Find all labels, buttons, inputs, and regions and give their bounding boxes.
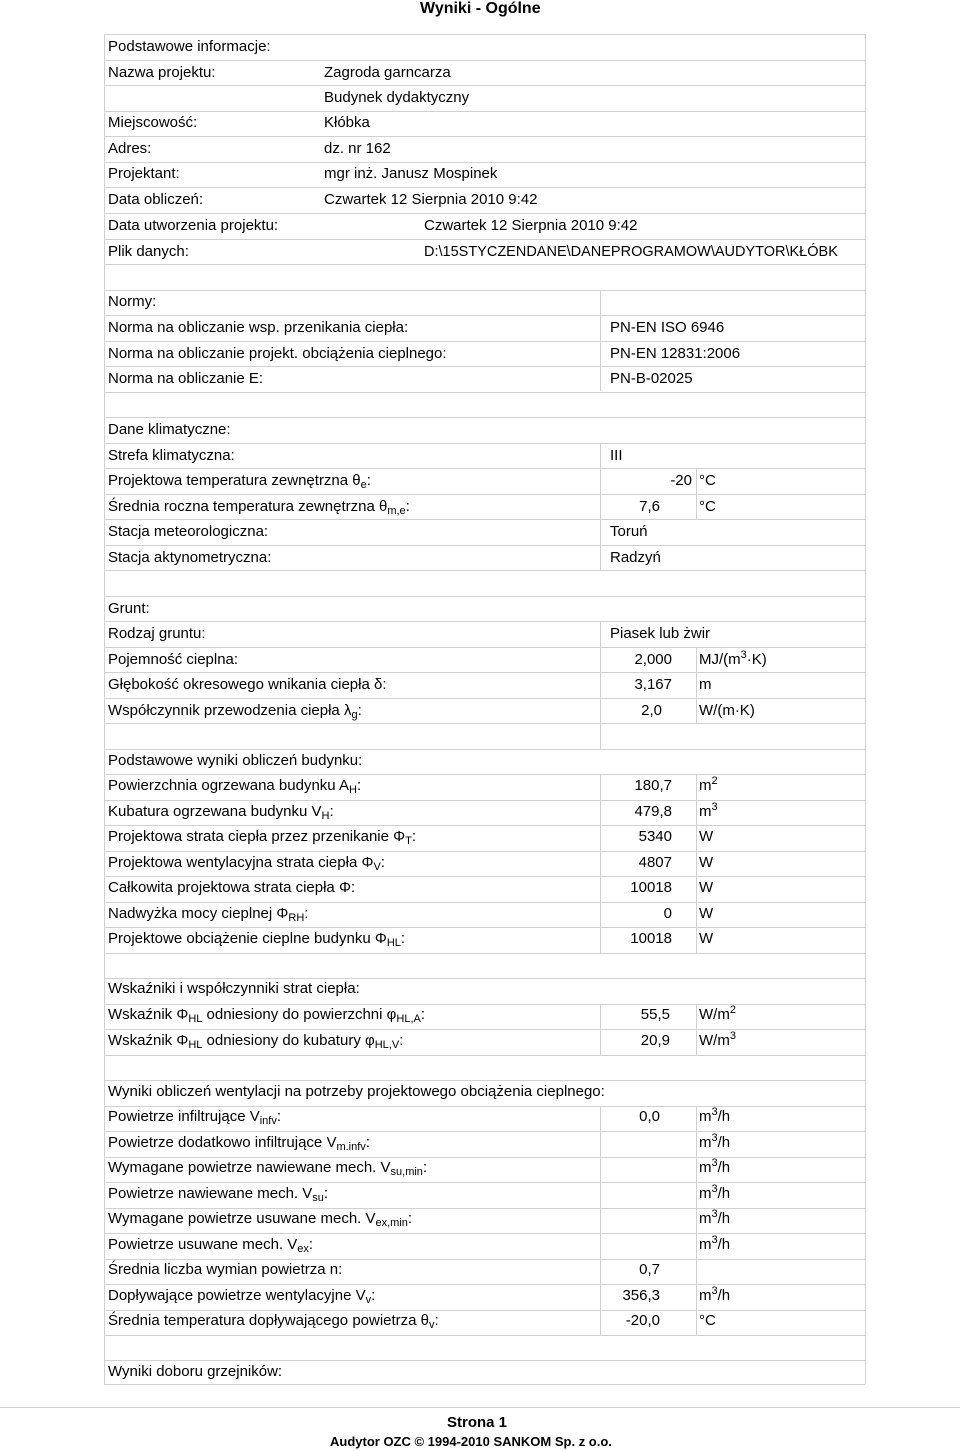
row-divider (104, 136, 865, 137)
ventilation-label: Średnia temperatura dopływającego powietrza $\theta_v$: (108, 1312, 439, 1331)
column-divider (696, 1106, 697, 1335)
result-unit: $m^3$ (699, 801, 718, 820)
row-divider (104, 239, 865, 240)
project-name-line2: Budynek dydaktyczny (324, 89, 470, 106)
data-file-value: D:\15STYCZENDANE\DANEPROGRAMOW\AUDYTOR\KŁÓBK (424, 244, 838, 260)
row-divider (104, 366, 865, 367)
row-divider (104, 1208, 865, 1209)
result-label: Kubatura ogrzewana budynku $V_H$: (108, 803, 334, 822)
row-divider (104, 417, 865, 418)
basic-section-title: Podstawowe informacje: (108, 38, 271, 55)
column-divider (696, 774, 697, 953)
ventilation-unit: $m^3/h$ (699, 1234, 731, 1253)
results-section-title: Podstawowe wyniki obliczeń budynku: (108, 752, 363, 769)
ground-type-value: Piasek lub żwir (610, 625, 711, 642)
row-divider (104, 1335, 865, 1336)
row-divider (104, 1029, 865, 1030)
result-label: Projektowa strata ciepła przez przenikanie $\Phi_T$: (108, 828, 417, 847)
row-divider (104, 749, 865, 750)
column-divider (696, 1004, 697, 1055)
indicator-label: Wskaźnik $\Phi_{HL}$ odniesiony do powierzchni $\varphi_{HL,A}$: (108, 1006, 426, 1025)
row-divider (104, 1233, 865, 1234)
row-divider (104, 162, 865, 163)
row-divider (104, 851, 865, 852)
address-label: Adres: (108, 140, 152, 157)
row-divider (104, 876, 865, 877)
result-value: 479,8 (634, 803, 672, 820)
norm-value: PN-B-02025 (610, 370, 693, 387)
row-divider (104, 1182, 865, 1183)
heat-capacity-unit: $MJ/(m^3\cdot K)$ (699, 649, 767, 668)
actino-station-value: Radzyń (610, 549, 661, 566)
row-divider (104, 978, 865, 979)
row-divider (104, 85, 865, 86)
norm-value: PN-EN 12831:2006 (610, 345, 741, 362)
designer-label: Projektant: (108, 165, 180, 182)
ventilation-label: Powietrze usuwane mech. $V_{ex}$: (108, 1236, 314, 1255)
ventilation-label: Powietrze nawiewane mech. $V_{su}$: (108, 1185, 329, 1204)
row-divider (104, 1131, 865, 1132)
penetration-depth-label: Głębokość okresowego wnikania ciepła δ: (108, 676, 387, 693)
row-divider (104, 774, 865, 775)
result-label: Powierzchnia ogrzewana budynku $A_H$: (108, 777, 362, 796)
result-label: Całkowita projektowa strata ciepła Φ: (108, 879, 356, 896)
result-value: 10018 (630, 879, 672, 896)
row-divider (104, 723, 865, 724)
row-divider (104, 111, 865, 112)
result-value: 5340 (638, 828, 672, 845)
norm-label: Norma na obliczanie projekt. obciążenia cieplnego: (108, 345, 447, 362)
created-date-value: Czwartek 12 Sierpnia 2010 9:42 (424, 217, 638, 234)
row-divider (104, 494, 865, 495)
row-divider (104, 1360, 865, 1361)
conductivity-label: Współczynnik przewodzenia ciepła $\lambda_g$: (108, 702, 362, 721)
row-divider (104, 341, 865, 342)
conductivity-unit: W/(m·K) (699, 702, 755, 719)
ventilation-unit: $m^3/h$ (699, 1157, 731, 1176)
meteo-station-label: Stacja meteorologiczna: (108, 523, 269, 540)
project-name-line1: Zagroda garncarza (324, 64, 451, 81)
ventilation-value: 0,0 (639, 1108, 660, 1125)
indicator-value: 55,5 (640, 1006, 670, 1023)
ventilation-unit: $m^3/h$ (699, 1285, 731, 1304)
row-divider (104, 1055, 865, 1056)
result-value: 10018 (630, 930, 672, 947)
row-divider (104, 902, 865, 903)
climate-section-title: Dane klimatyczne: (108, 421, 231, 438)
result-value: 0 (663, 905, 672, 922)
row-divider (104, 621, 865, 622)
row-divider (104, 596, 865, 597)
ventilation-section-title: Wyniki obliczeń wentylacji na potrzeby projektowego obciążenia cieplnego: (108, 1083, 605, 1100)
ground-type-label: Rodzaj gruntu: (108, 625, 206, 642)
indicator-value: 20,9 (640, 1032, 670, 1049)
row-divider (104, 60, 865, 61)
designer-value: mgr inż. Janusz Mospinek (324, 165, 498, 182)
row-divider (104, 672, 865, 673)
row-divider (104, 825, 865, 826)
norm-value: PN-EN ISO 6946 (610, 319, 725, 336)
result-label: Projektowe obciążenie cieplne budynku $\Phi_{HL}$: (108, 930, 406, 949)
ventilation-label: Średnia liczba wymian powietrza n: (108, 1261, 343, 1278)
result-unit: W (699, 828, 714, 845)
row-divider (104, 1284, 865, 1285)
column-divider (600, 290, 601, 391)
ventilation-unit: $m^3/h$ (699, 1208, 731, 1227)
row-divider (104, 545, 865, 546)
result-value: 4807 (638, 854, 672, 871)
penetration-depth-value: 3,167 (634, 676, 672, 693)
climate-zone-label: Strefa klimatyczna: (108, 447, 235, 464)
mean-temp-label: Średnia roczna temperatura zewnętrzna $\theta_{m,e}$: (108, 498, 410, 517)
result-unit: $m^2$ (699, 775, 718, 794)
result-unit: W (699, 930, 714, 947)
row-divider (104, 1106, 865, 1107)
row-divider (104, 1259, 865, 1260)
heat-capacity-label: Pojemność cieplna: (108, 651, 239, 668)
ventilation-unit: $m^3/h$ (699, 1106, 731, 1125)
row-divider (104, 698, 865, 699)
ventilation-unit: $m^3/h$ (699, 1183, 731, 1202)
row-divider (104, 1157, 865, 1158)
row-divider (104, 1310, 865, 1311)
row-divider (104, 927, 865, 928)
result-value: 180,7 (634, 777, 672, 794)
calc-date-label: Data obliczeń: (108, 191, 204, 208)
heat-capacity-value: 2,000 (634, 651, 672, 668)
calc-date-value: Czwartek 12 Sierpnia 2010 9:42 (324, 191, 538, 208)
indicator-unit: $W/m^3$ (699, 1030, 736, 1049)
row-divider (104, 468, 865, 469)
row-divider (104, 647, 865, 648)
row-divider (104, 519, 865, 520)
conductivity-value: 2,0 (641, 702, 662, 719)
norms-section-title: Normy: (108, 293, 157, 310)
row-divider (104, 1080, 865, 1081)
climate-zone-value: III (610, 447, 623, 464)
design-temp-label: Projektowa temperatura zewnętrzna $\theta_e$: (108, 472, 371, 491)
row-divider (104, 800, 865, 801)
ventilation-value: -20,0 (625, 1312, 660, 1329)
result-label: Nadwyżka mocy cieplnej $\Phi_{RH}$: (108, 905, 309, 924)
ventilation-label: Wymagane powietrze nawiewane mech. $V_{su,min}$: (108, 1159, 428, 1178)
footer-page-number: Strona 1 (447, 1414, 508, 1431)
indicator-label: Wskaźnik $\Phi_{HL}$ odniesiony do kubatury $\varphi_{HL,V}$: (108, 1032, 404, 1051)
footer-copyright: Audytor OZC © 1994-2010 SANKOM Sp. z o.o. (330, 1434, 612, 1449)
indicator-unit: $W/m^2$ (699, 1004, 736, 1023)
row-divider (104, 264, 865, 265)
project-name-label: Nazwa projektu: (108, 64, 216, 81)
ventilation-label: Dopływające powietrze wentylacyjne $V_v$: (108, 1287, 376, 1306)
locality-value: Kłóbka (324, 114, 370, 131)
norm-label: Norma na obliczanie E: (108, 370, 264, 387)
indicators-section-title: Wskaźniki i współczynniki strat ciepła: (108, 980, 360, 997)
result-unit: W (699, 879, 714, 896)
actino-station-label: Stacja aktynometryczna: (108, 549, 272, 566)
column-divider (696, 468, 697, 519)
row-divider (104, 953, 865, 954)
address-value: dz. nr 162 (324, 140, 391, 157)
column-divider (696, 647, 697, 723)
row-divider (104, 315, 865, 316)
result-label: Projektowa wentylacyjna strata ciepła $\Phi_V$: (108, 854, 385, 873)
result-unit: W (699, 854, 714, 871)
ventilation-value: 356,3 (622, 1287, 660, 1304)
result-unit: W (699, 905, 714, 922)
page-header-title: Wyniki - Ogólne (420, 0, 541, 17)
mean-temp-unit: °C (699, 498, 716, 515)
locality-label: Miejscowość: (108, 114, 198, 131)
row-divider (104, 290, 865, 291)
ventilation-unit: °C (699, 1312, 716, 1329)
design-temp-unit: °C (699, 472, 716, 489)
ventilation-label: Wymagane powietrze usuwane mech. $V_{ex,min}$: (108, 1210, 413, 1229)
row-divider (104, 1004, 865, 1005)
design-temp-value: -20 (670, 472, 692, 489)
meteo-station-value: Toruń (610, 523, 648, 540)
row-divider (104, 443, 865, 444)
penetration-depth-unit: m (699, 676, 712, 693)
data-file-label: Plik danych: (108, 243, 189, 260)
row-divider (104, 187, 865, 188)
ventilation-unit: $m^3/h$ (699, 1132, 731, 1151)
row-divider (104, 392, 865, 393)
radiators-section-title: Wyniki doboru grzejników: (108, 1363, 283, 1380)
ventilation-value: 0,7 (639, 1261, 660, 1278)
row-divider (104, 570, 865, 571)
mean-temp-value: 7,6 (639, 498, 660, 515)
ventilation-label: Powietrze dodatkowo infiltrujące $V_{m.infv}$: (108, 1134, 370, 1153)
footer-divider (0, 1407, 960, 1408)
norm-label: Norma na obliczanie wsp. przenikania ciepła: (108, 319, 409, 336)
row-divider (104, 213, 865, 214)
ventilation-label: Powietrze infiltrujące $V_{infv}$: (108, 1108, 282, 1127)
created-date-label: Data utworzenia projektu: (108, 217, 279, 234)
ground-section-title: Grunt: (108, 600, 150, 617)
